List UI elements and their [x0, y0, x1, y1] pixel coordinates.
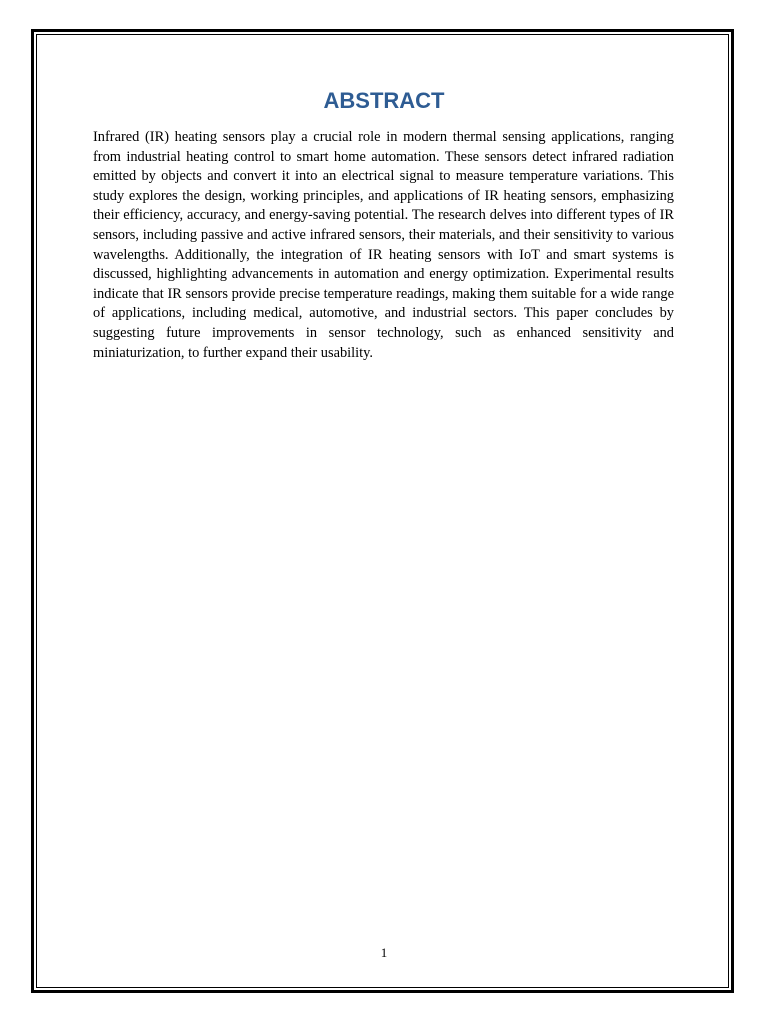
abstract-heading: ABSTRACT [323, 88, 445, 113]
abstract-paragraph: Infrared (IR) heating sensors play a crucial role in modern thermal sensing applications, ranging from industrial heating control to smart home automation. These sensors detect infrared radiation emitted by objects and convert it into an electrical signal to measure temperature variations. This study explores the design, working principles, and applications of IR heating sensors, emphasizing their efficiency, accuracy, and energy-saving potential. The research delves into different types of IR sensors, including passive and active infrared sensors, their materials, and their sensitivity to various wavelengths. Additionally, the integration of IR heating sensors with IoT and smart systems is discussed, highlighting advancements in automation and energy optimization. Experimental results indicate that IR sensors provide precise temperature readings, making them suitable for a wide range of applications, including medical, automotive, and industrial sectors. This paper concludes by suggesting future improvements in sensor technology, such as enhanced sensitivity and miniaturization, to further expand their usability. [93, 129, 674, 361]
page-number: 1 [380, 945, 388, 960]
